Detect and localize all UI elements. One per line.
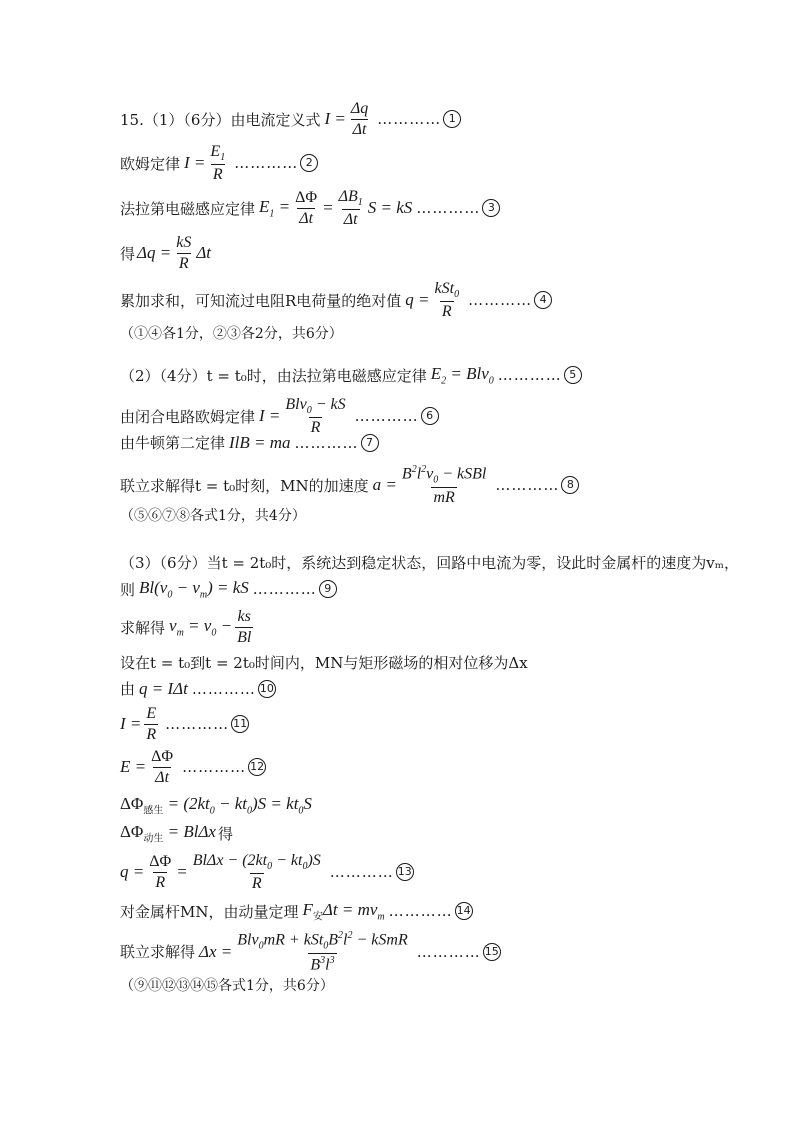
formula-dq: Δq = $\frac{kS}{R}$ Δt [137,234,212,272]
formula-momentum: $F_安\Delta t = mv_m$ [302,900,385,923]
formula-q-total: q = $\frac{kSt_0}{R}$ [405,280,460,321]
formula-flux-motional: $\Delta\Phi_{动生} = Bl\Delta x$ [120,822,216,845]
line-9: 由牛顿第二定律 IlB = ma ………… 7 [120,432,379,453]
formula-current-2: I = $\frac{Blv_0 - kS}{R}$ [259,396,346,437]
formula-faraday-1: $E_1$ = $\frac{\Delta\Phi}{\Delta t}$ = $\frac{\Delta B_1}{\Delta t}$ S = kS [259,188,413,229]
line-7-text: （2）（4分）t = t₀时，由法拉第电磁感应定律 [120,366,427,385]
eq-number-4: 4 [534,291,552,309]
eq-number-8: 8 [561,476,579,494]
scoring-note-1: （①④各1分，②③各2分，共6分） [120,326,343,342]
eq-number-13: 13 [396,863,414,881]
eq-number-14: 14 [455,902,473,920]
formula-flux-induced: $\Delta\Phi_{感生} = (2kt_0 - kt_0)S = kt_0S$ [120,794,312,817]
line-16: 由 q = IΔt ………… 10 [120,678,274,698]
line-8: 由闭合电路欧姆定律 I = $\frac{Blv_0 - kS}{R}$ ………… 6 [120,396,439,437]
line-10: 联立求解得t = t₀时刻，MN的加速度 a = $\frac{B^2l^2v_0 - kSBl}{mR}$ ………… 8 [120,464,579,506]
line-2: 欧姆定律 I = $\frac{E_1}{R}$ ………… 2 [120,143,318,184]
formula-steady-state: $Bl(v_0 - v_m)$ = kS [139,578,249,601]
eq-number-11: 11 [231,715,249,733]
line-1-text: 15.（1）（6分）由电流定义式 [120,110,321,129]
eq-number-9: 9 [319,580,337,598]
formula-current-definition: I = $\frac{\Delta q}{\Delta t}$ [324,100,369,138]
formula-ohm-law: I = $\frac{E_1}{R}$ [184,143,226,184]
formula-newton: IlB = ma [229,432,291,452]
line-2-text: 欧姆定律 [120,154,181,173]
formula-i-e-r: I = $\frac{E}{R}$ [120,705,157,743]
line-7: （2）（4分）t = t₀时，由法拉第电磁感应定律 $E_2 = Blv_0$ ………… 5 [120,364,582,386]
line-5: 累加求和，可知流过电阻R电荷量的绝对值 q = $\frac{kSt_0}{R}$ ………… 4 [120,280,552,321]
eq-number-1: 1 [443,110,461,128]
line-9-text: 由牛顿第二定律 [120,434,226,452]
eq-number-3: 3 [482,199,500,217]
line-14 [120,608,256,646]
line-22-text: 对金属杆MN，由动量定理 [120,902,299,921]
line-3: 法拉第电磁感应定律 $E_1$ = $\frac{\Delta\Phi}{\Delta t}$ = $\frac{\Delta B_1}{\Delta t}$ S = kS ………… 3 [120,188,500,229]
line-8-text: 由闭合电路欧姆定律 [120,407,256,426]
scoring-note-2: （⑤⑥⑦⑧各式1分，共4分） [120,508,306,524]
line-4 [120,234,211,272]
line-23: 联立求解得 Δx = $\frac{Blv_0mR + kSt_0B^2l^2 - kSmR}{B^3l^3}$ ………… 15 [120,930,499,973]
line-19 [120,794,312,816]
formula-dx: Δx = $\frac{Blv_0mR + kSt_0B^2l^2 - kSmR}{B^3l^3}$ [199,930,408,973]
eq-number-15: 15 [483,943,501,961]
line-15 [120,652,528,673]
line-1: 15.（1）（6分）由电流定义式 I = $\frac{\Delta q}{\Delta t}$ ………… 1 [120,100,461,138]
formula-acceleration: a = $\frac{B^2l^2v_0 - kSBl}{mR}$ [372,464,487,506]
line-17: I = $\frac{E}{R}$ ………… 11 [120,705,248,743]
eq-number-10: 10 [258,680,276,698]
eq-number-12: 12 [248,758,266,776]
eq-number-6: 6 [421,407,439,425]
line-13-text: 则 [120,580,136,599]
line-12-text: （3）（6分）当t = 2t₀时，系统达到稳定状态，回路中电流为零，设此时金属杆的速度为vₘ， [120,554,739,572]
line-15-text: 设在t = t₀到t = 2t₀时间内，MN与矩形磁场的相对位移为Δx [120,654,528,672]
line-22: 对金属杆MN，由动量定理 $F_安\Delta t = mv_m$ ………… 14 [120,900,471,923]
line-10-text: 联立求解得t = t₀时刻，MN的加速度 [120,476,369,495]
formula-vm: $v_m = v_0$ − $\frac{ks}{Bl}$ [169,608,252,646]
formula-emf-2: $E_2 = Blv_0$ [430,364,494,387]
line-14-text: 求解得 [120,618,166,637]
formula-q-it: q = IΔt [139,678,188,698]
line-18: E = $\frac{\Delta\Phi}{\Delta t}$ ………… 12 [120,748,265,786]
line-23-text: 联立求解得 [120,943,196,962]
line-21: q = $\frac{\Delta\Phi}{R}$ = $\frac{Bl\Delta x - (2kt_0 - kt_0)S}{R}$ ………… 13 [120,852,412,893]
scoring-note-3: （⑨⑪⑫⑬⑭⑮各式1分，共6分） [120,978,334,994]
eq-number-5: 5 [564,366,582,384]
line-20-text: 得 [217,824,233,843]
line-3-text: 法拉第电磁感应定律 [120,199,256,218]
line-13: 则 $Bl(v_0 - v_m)$ = kS ………… 9 [120,578,337,600]
formula-q-flux: q = $\frac{\Delta\Phi}{R}$ = $\frac{Bl\Delta x - (2kt_0 - kt_0)S}{R}$ [120,852,321,893]
eq-number-2: 2 [300,154,318,172]
line-5-text: 累加求和，可知流过电阻R电荷量的绝对值 [120,291,402,310]
eq-number-7: 7 [361,434,379,452]
line-16-text: 由 [120,680,136,698]
line-20 [120,822,233,844]
line-12 [120,552,739,573]
line-4-text: 得 [120,244,136,263]
formula-e-flux: E = $\frac{\Delta\Phi}{\Delta t}$ [120,748,174,786]
